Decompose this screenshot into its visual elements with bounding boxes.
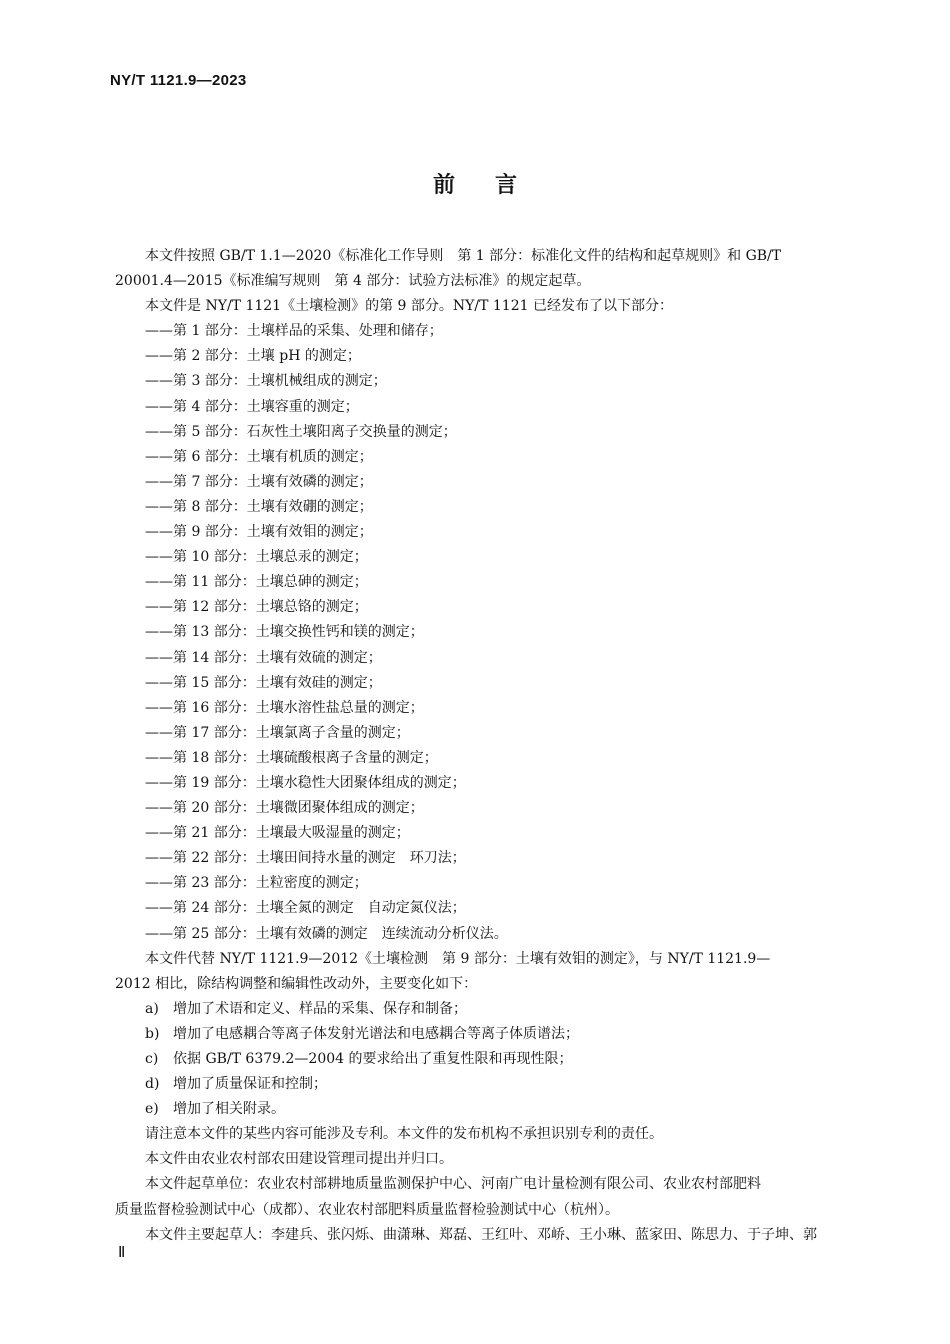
drafting-units-line-2: 质量监督检验测试中心（成都）、农业农村部肥料质量监督检验测试中心（杭州）。 (115, 1201, 619, 1218)
list-item: ——第 12 部分：土壤总铬的测定； (145, 599, 368, 616)
list-item: ——第 22 部分：土壤田间持水量的测定 环刀法； (145, 850, 466, 867)
list-item: ——第 15 部分：土壤有效硅的测定； (145, 674, 382, 691)
replace-line-2: 2012 相比，除结构调整和编辑性改动外，主要变化如下： (115, 975, 478, 992)
change-label: b) (145, 1025, 160, 1042)
intro-line-1: 本文件按照 GB/T 1.1—2020《标准化工作导则 第 1 部分：标准化文件的结构和起草规则》和 GB/T (145, 248, 782, 264)
list-item: ——第 19 部分：土壤水稳性大团聚体组成的测定； (145, 774, 466, 791)
changes-list (115, 997, 870, 1122)
drafters: 本文件主要起草人：李建兵、张闪烁、曲潇琳、郑磊、王红叶、邓峤、王小琳、蓝家田、陈思力、于子坤、郭 (145, 1226, 817, 1243)
list-item (115, 1022, 870, 1047)
list-item: ——第 24 部分：土壤全氮的测定 自动定氮仪法； (145, 900, 466, 917)
intro-line-2: 20001.4—2015《标准编写规则 第 4 部分：试验方法标准》的规定起草。 (115, 273, 591, 290)
proposed-by: 本文件由农业农村部农田建设管理司提出并归口。 (145, 1151, 453, 1168)
list-item: ——第 14 部分：土壤有效硫的测定； (145, 649, 382, 666)
list-item (115, 1097, 870, 1122)
page-number: Ⅱ (118, 1244, 126, 1261)
list-item: ——第 8 部分：土壤有效硼的测定； (145, 498, 373, 515)
change-label: a) (145, 1000, 159, 1017)
change-text: 增加了术语和定义、样品的采集、保存和制备； (173, 1000, 467, 1017)
title-char-2: 言 (495, 173, 518, 198)
change-text: 增加了电感耦合等离子体发射光谱法和电感耦合等离子体质谱法； (173, 1025, 579, 1042)
list-item: ——第 13 部分：土壤交换性钙和镁的测定； (145, 624, 424, 641)
list-item: ——第 1 部分：土壤样品的采集、处理和储存； (145, 323, 443, 340)
list-item (115, 1072, 870, 1097)
list-item: ——第 23 部分：土粒密度的测定； (145, 875, 368, 892)
change-label: c) (145, 1051, 159, 1067)
list-item: ——第 4 部分：土壤容重的测定； (145, 398, 359, 415)
change-text: 依据 GB/T 6379.2—2004 的要求给出了重复性限和再现性限； (173, 1051, 573, 1067)
list-item: ——第 17 部分：土壤氯离子含量的测定； (145, 724, 410, 741)
patent-note: 请注意本文件的某些内容可能涉及专利。本文件的发布机构不承担识别专利的责任。 (145, 1126, 663, 1143)
list-item: ——第 7 部分：土壤有效磷的测定； (145, 473, 373, 490)
list-item: ——第 16 部分：土壤水溶性盐总量的测定； (145, 699, 424, 716)
page-title (0, 168, 950, 199)
title-char-1: 前 (432, 173, 455, 198)
drafting-units-line-1: 本文件起草单位：农业农村部耕地质量监测保护中心、河南广电计量检测有限公司、农业农村部肥料 (145, 1176, 761, 1193)
change-text: 增加了相关附录。 (173, 1101, 285, 1118)
parts-list (115, 319, 870, 946)
list-item: ——第 20 部分：土壤微团聚体组成的测定； (145, 800, 424, 817)
foreword-body (115, 244, 870, 1248)
list-item: ——第 11 部分：土壤总砷的测定； (145, 574, 368, 591)
standard-number-header: NY/T 1121.9—2023 (110, 72, 247, 89)
change-label: d) (145, 1076, 160, 1093)
part-intro: 本文件是 NY/T 1121《土壤检测》的第 9 部分。NY/T 1121 已经发布了以下部分： (145, 298, 673, 315)
list-item: ——第 9 部分：土壤有效钼的测定； (145, 524, 373, 541)
list-item: ——第 18 部分：土壤硫酸根离子含量的测定； (145, 749, 438, 766)
list-item (115, 997, 870, 1022)
change-text: 增加了质量保证和控制； (173, 1076, 327, 1093)
list-item: ——第 10 部分：土壤总汞的测定； (145, 549, 368, 566)
replace-line-1: 本文件代替 NY/T 1121.9—2012《土壤检测 第 9 部分：土壤有效钼的测定》，与 NY/T 1121.9— (145, 950, 771, 967)
list-item: ——第 21 部分：土壤最大吸湿量的测定； (145, 825, 410, 842)
list-item: ——第 5 部分：石灰性土壤阳离子交换量的测定； (145, 423, 457, 440)
list-item: ——第 3 部分：土壤机械组成的测定； (145, 373, 387, 390)
list-item (115, 1047, 870, 1072)
change-label: e) (145, 1101, 159, 1118)
list-item: ——第 2 部分：土壤 pH 的测定； (145, 348, 361, 365)
list-item: ——第 25 部分：土壤有效磷的测定 连续流动分析仪法。 (145, 925, 508, 942)
list-item: ——第 6 部分：土壤有机质的测定； (145, 448, 373, 465)
